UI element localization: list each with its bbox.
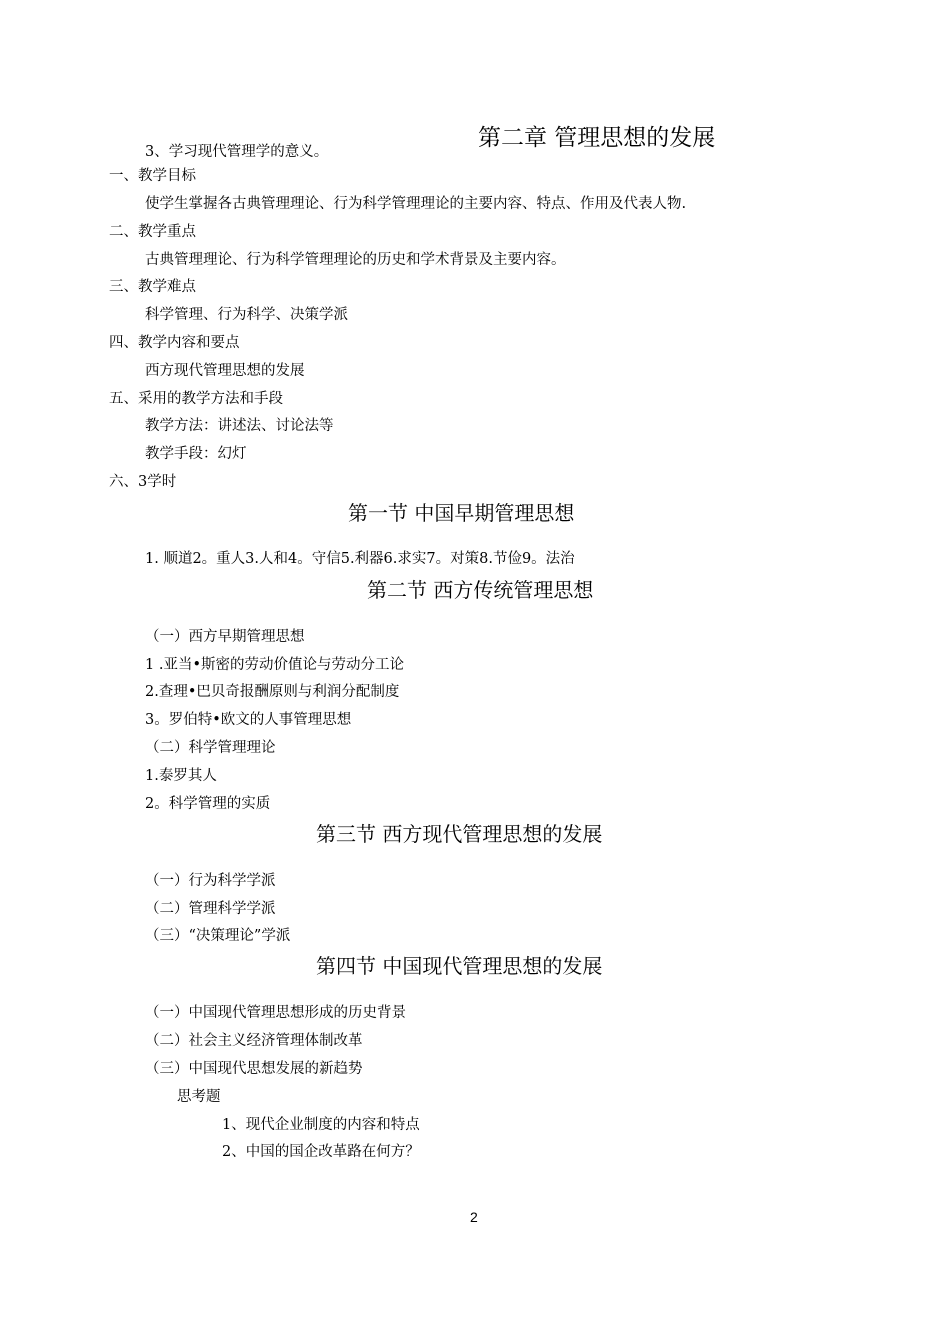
- section-body-content: 西方现代管理思想的发展: [145, 363, 305, 379]
- section-body-methods-2: 教学手段：幻灯: [145, 446, 247, 462]
- section2-item: 3。罗伯特•欧文的人事管理思想: [145, 712, 352, 728]
- section-heading-methods: 五、采用的教学方法和手段: [109, 391, 283, 407]
- section2-item: （二）科学管理理论: [145, 740, 276, 756]
- section2-item: 1 .亚当•斯密的劳动价值论与劳动分工论: [145, 657, 404, 673]
- section1-text: 1. 顺道2。重人3.人和4。守信5.利器6.求实7。对策8.节俭9。法治: [145, 551, 575, 567]
- section-body-methods-1: 教学方法：讲述法、讨论法等: [145, 418, 334, 434]
- intro-item: 3、学习现代管理学的意义。: [145, 144, 329, 160]
- section2-item: （一）西方早期管理思想: [145, 629, 305, 645]
- section-heading-hours: 六、3学时: [109, 474, 177, 490]
- section3-item: （一）行为科学学派: [145, 873, 276, 889]
- section4-item: （一）中国现代管理思想形成的历史背景: [145, 1005, 406, 1021]
- section1-title: 第一节 中国早期管理思想: [348, 501, 575, 525]
- section2-title: 第二节 西方传统管理思想: [367, 578, 594, 602]
- section4-item: （二）社会主义经济管理体制改革: [145, 1033, 363, 1049]
- questions-label: 思考题: [177, 1089, 221, 1105]
- section-heading-objectives: 一、教学目标: [109, 168, 196, 184]
- question-item: 1、现代企业制度的内容和特点: [222, 1117, 420, 1133]
- section2-item: 1.泰罗其人: [145, 768, 217, 784]
- section3-item: （二）管理科学学派: [145, 901, 276, 917]
- section2-item: 2.查理•巴贝奇报酬原则与利润分配制度: [145, 684, 400, 700]
- page-number: 2: [470, 1209, 478, 1225]
- section-heading-key-points: 二、教学重点: [109, 224, 196, 240]
- section-heading-difficulties: 三、教学难点: [109, 279, 196, 295]
- section4-title: 第四节 中国现代管理思想的发展: [316, 954, 603, 978]
- section2-item: 2。科学管理的实质: [145, 796, 271, 812]
- section3-title: 第三节 西方现代管理思想的发展: [316, 822, 603, 846]
- section3-item: （三）“决策理论”学派: [145, 928, 291, 944]
- section-body-key-points: 古典管理理论、行为科学管理理论的历史和学术背景及主要内容。: [145, 252, 566, 268]
- section-body-objectives: 使学生掌握各古典管理理论、行为科学管理理论的主要内容、特点、作用及代表人物.: [145, 196, 687, 212]
- section-heading-content: 四、教学内容和要点: [109, 335, 240, 351]
- question-item: 2、中国的国企改革路在何方？: [222, 1144, 420, 1160]
- section-body-difficulties: 科学管理、行为科学、决策学派: [145, 307, 348, 323]
- chapter-title: 第二章 管理思想的发展: [478, 125, 716, 151]
- section4-item: （三）中国现代思想发展的新趋势: [145, 1061, 363, 1077]
